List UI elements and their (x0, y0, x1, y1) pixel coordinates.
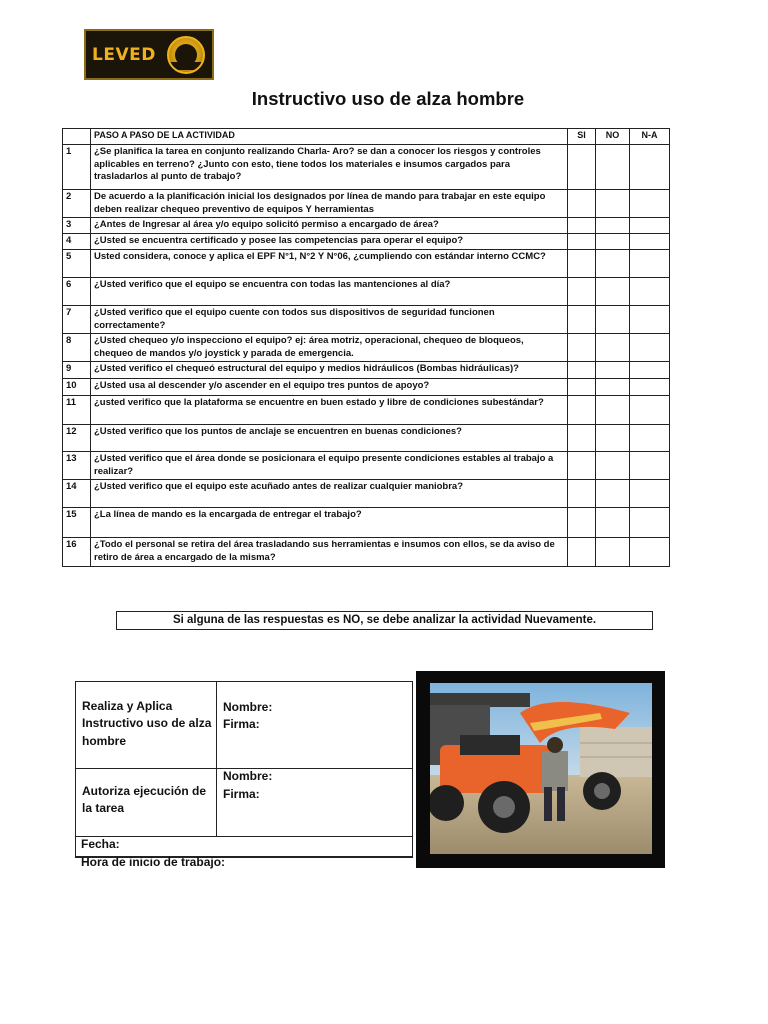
autoriza-label: Autoriza ejecución de la tarea (82, 784, 207, 816)
table-row (63, 425, 670, 452)
answer-cell-si[interactable] (568, 508, 596, 538)
notice-box: Si alguna de las respuestas es NO, se debe analizar la actividad Nuevamente. (116, 611, 653, 630)
row-question: ¿Usted verifico que los puntos de anclaje se encuentren en buenas condiciones? (91, 425, 568, 452)
page-title: Instructivo uso de alza hombre (251, 88, 525, 109)
answer-cell-si[interactable] (568, 538, 596, 567)
row-number: 3 (63, 218, 91, 234)
answer-cell-no[interactable] (596, 396, 630, 425)
table-header-row (63, 129, 670, 145)
answer-cell-na[interactable] (630, 452, 670, 480)
answer-cell-na[interactable] (630, 234, 670, 250)
row-number: 2 (63, 190, 91, 218)
header-no: NO (596, 129, 630, 145)
aerial-lift-photo (430, 683, 652, 854)
realiza-label: Realiza y Aplica Instructivo uso de alza hombre (82, 699, 212, 748)
row-question: ¿Usted verifico el chequeó estructural del equipo y medios hidráulicos (Bombas hidráulicas)? (91, 362, 568, 379)
answer-cell-si[interactable] (568, 396, 596, 425)
answer-cell-na[interactable] (630, 190, 670, 218)
checklist-table (62, 128, 670, 567)
answer-cell-na[interactable] (630, 396, 670, 425)
table-row (63, 396, 670, 425)
row-number: 6 (63, 278, 91, 306)
answer-cell-na[interactable] (630, 379, 670, 396)
answer-cell-no[interactable] (596, 508, 630, 538)
header-num (63, 129, 91, 145)
table-row (63, 306, 670, 334)
answer-cell-no[interactable] (596, 334, 630, 362)
firma-field-2[interactable]: Firma: (223, 787, 260, 801)
answer-cell-no[interactable] (596, 234, 630, 250)
answer-cell-si[interactable] (568, 145, 596, 190)
nombre-field-2[interactable]: Nombre: (223, 769, 273, 783)
answer-cell-no[interactable] (596, 452, 630, 480)
row-question: ¿Se planifica la tarea en conjunto realizando Charla- Aro? se dan a conocer los riesgos y controles aplicables en terreno? ¿Junto con esto, tiene todos los materiales e insumos cargados para trasladarlos al punto de trabajo? (91, 145, 568, 190)
answer-cell-si[interactable] (568, 425, 596, 452)
row-question: De acuerdo a la planificación inicial los designados por línea de mando para trabajar en este equipo deben realizar chequeo preventivo de equipos Y herramientas (91, 190, 568, 218)
answer-cell-na[interactable] (630, 250, 670, 278)
table-row (63, 538, 670, 567)
fecha-field[interactable]: Fecha: (81, 837, 120, 851)
row-question: ¿Usted usa al descender y/o ascender en el equipo tres puntos de apoyo? (91, 379, 568, 396)
firma-field-1[interactable]: Firma: (223, 717, 260, 731)
table-row (63, 218, 670, 234)
row-number: 16 (63, 538, 91, 567)
answer-cell-no[interactable] (596, 425, 630, 452)
signature-row-realiza (76, 682, 412, 769)
answer-cell-na[interactable] (630, 334, 670, 362)
row-number: 8 (63, 334, 91, 362)
table-row (63, 362, 670, 379)
row-question: ¿Usted verifico que el equipo este acuñado antes de realizar cualquier maniobra? (91, 480, 568, 508)
table-row (63, 145, 670, 190)
table-row (63, 234, 670, 250)
signature-divider (216, 682, 217, 837)
hora-inicio-field[interactable]: Hora de inicio de trabajo: (81, 855, 226, 869)
answer-cell-si[interactable] (568, 362, 596, 379)
photo-frame (416, 671, 665, 868)
answer-cell-no[interactable] (596, 379, 630, 396)
answer-cell-si[interactable] (568, 334, 596, 362)
answer-cell-si[interactable] (568, 250, 596, 278)
signature-box (75, 681, 413, 857)
answer-cell-na[interactable] (630, 218, 670, 234)
signature-row-autoriza (76, 769, 412, 837)
row-number: 4 (63, 234, 91, 250)
logo-seal-icon (167, 36, 205, 74)
answer-cell-no[interactable] (596, 250, 630, 278)
answer-cell-no[interactable] (596, 218, 630, 234)
row-question: ¿La línea de mando es la encargada de entregar el trabajo? (91, 508, 568, 538)
table-row (63, 250, 670, 278)
header-na: N-A (630, 129, 670, 145)
answer-cell-no[interactable] (596, 362, 630, 379)
table-row (63, 190, 670, 218)
row-number: 13 (63, 452, 91, 480)
answer-cell-na[interactable] (630, 278, 670, 306)
answer-cell-si[interactable] (568, 218, 596, 234)
table-row (63, 480, 670, 508)
row-number: 5 (63, 250, 91, 278)
table-row (63, 452, 670, 480)
row-number: 9 (63, 362, 91, 379)
table-row (63, 379, 670, 396)
row-question: ¿Usted verifico que el equipo cuente con todos sus dispositivos de seguridad funcionen correctamente? (91, 306, 568, 334)
answer-cell-no[interactable] (596, 480, 630, 508)
header-si: SI (568, 129, 596, 145)
answer-cell-na[interactable] (630, 145, 670, 190)
row-question: ¿Usted se encuentra certificado y posee las competencias para operar el equipo? (91, 234, 568, 250)
table-row (63, 334, 670, 362)
answer-cell-si[interactable] (568, 234, 596, 250)
answer-cell-no[interactable] (596, 190, 630, 218)
answer-cell-si[interactable] (568, 306, 596, 334)
answer-cell-no[interactable] (596, 306, 630, 334)
row-number: 15 (63, 508, 91, 538)
row-number: 1 (63, 145, 91, 190)
answer-cell-si[interactable] (568, 379, 596, 396)
answer-cell-si[interactable] (568, 480, 596, 508)
row-question: ¿Antes de Ingresar al área y/o equipo solicitó permiso a encargado de área? (91, 218, 568, 234)
answer-cell-na[interactable] (630, 480, 670, 508)
row-question: ¿Usted verifico que el equipo se encuentra con todas las mantenciones al día? (91, 278, 568, 306)
answer-cell-na[interactable] (630, 508, 670, 538)
row-question: ¿usted verifico que la plataforma se encuentre en buen estado y libre de condiciones subestándar? (91, 396, 568, 425)
table-row (63, 278, 670, 306)
answer-cell-si[interactable] (568, 452, 596, 480)
table-row (63, 508, 670, 538)
answer-cell-no[interactable] (596, 145, 630, 190)
answer-cell-si[interactable] (568, 278, 596, 306)
answer-cell-si[interactable] (568, 190, 596, 218)
company-logo (84, 29, 214, 80)
answer-cell-no[interactable] (596, 538, 630, 567)
answer-cell-na[interactable] (630, 362, 670, 379)
answer-cell-na[interactable] (630, 538, 670, 567)
row-number: 14 (63, 480, 91, 508)
answer-cell-na[interactable] (630, 306, 670, 334)
row-question: Usted considera, conoce y aplica el EPF N°1, N°2 Y N°06, ¿cumpliendo con estándar interno CCMC? (91, 250, 568, 278)
nombre-field-1[interactable]: Nombre: (223, 700, 273, 714)
row-question: ¿Usted chequeo y/o inspecciono el equipo? ej: área motriz, operacional, chequeo de bloqueos, chequeo de mandos y/o joystick y parada de emergencia. (91, 334, 568, 362)
answer-cell-na[interactable] (630, 425, 670, 452)
row-number: 11 (63, 396, 91, 425)
answer-cell-no[interactable] (596, 278, 630, 306)
row-question: ¿Todo el personal se retira del área trasladando sus herramientas e insumos con ellos, se da aviso de retiro de área a encargado de la misma? (91, 538, 568, 567)
logo-text: LEVED (92, 44, 156, 65)
row-number: 10 (63, 379, 91, 396)
row-question: ¿Usted verifico que el área donde se posicionara el equipo presente condiciones estables al trabajo a realizar? (91, 452, 568, 480)
header-step: PASO A PASO DE LA ACTIVIDAD (91, 129, 568, 145)
row-number: 12 (63, 425, 91, 452)
row-number: 7 (63, 306, 91, 334)
